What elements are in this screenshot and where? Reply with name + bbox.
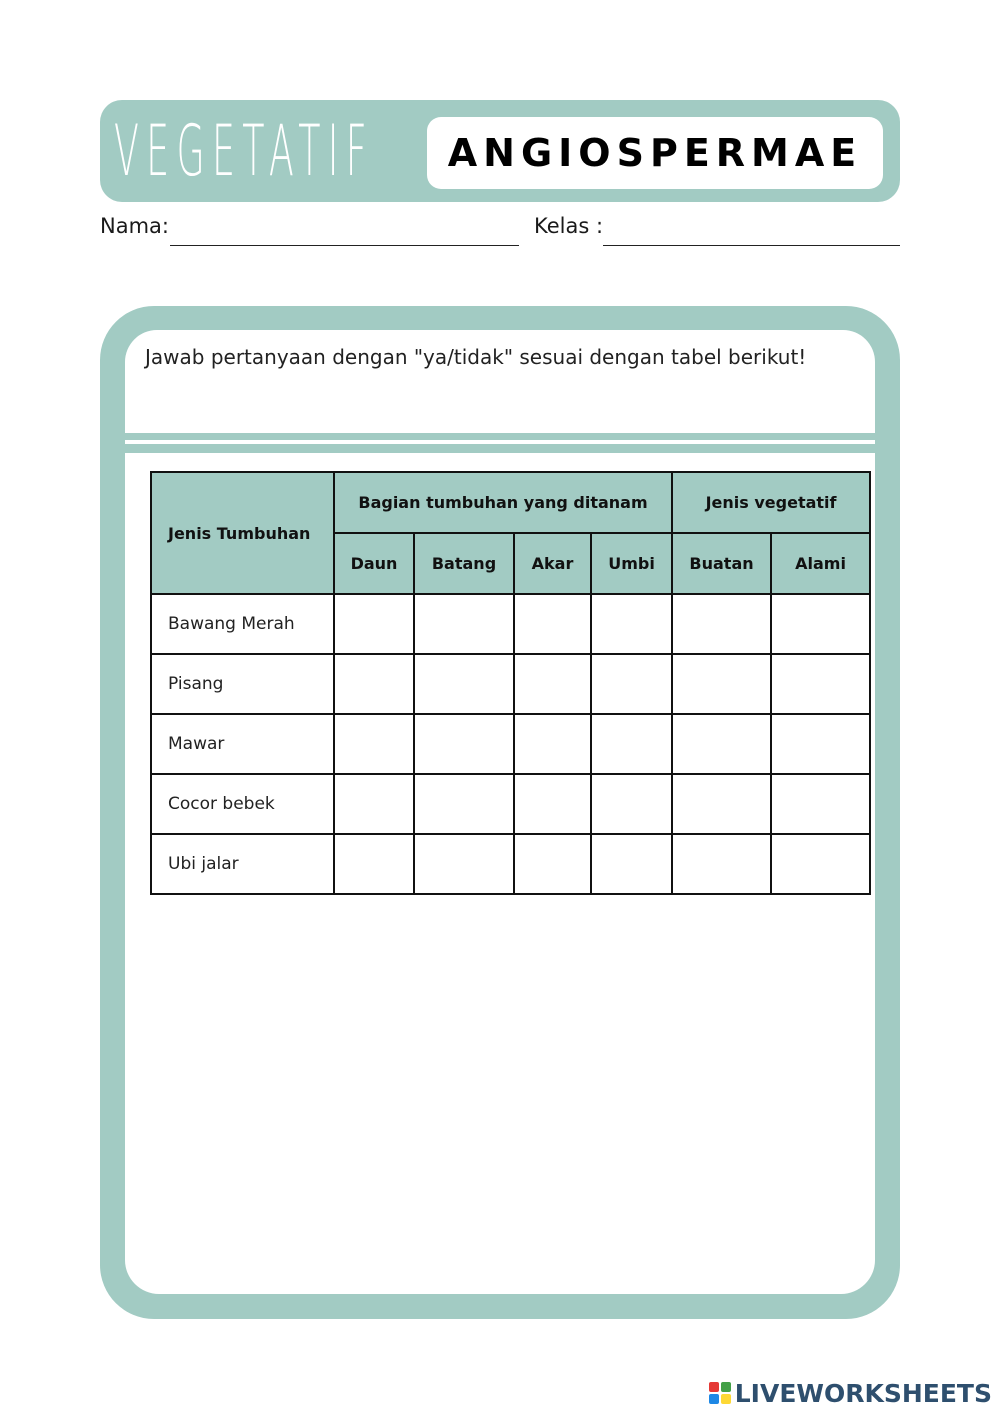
row-label: Cocor bebek <box>151 774 334 834</box>
answer-cell[interactable] <box>672 714 771 774</box>
answer-cell[interactable] <box>334 714 414 774</box>
title-angiospermae: ANGIOSPERMAE <box>447 131 863 175</box>
row-label: Pisang <box>151 654 334 714</box>
answer-cell[interactable] <box>591 834 672 894</box>
title-vegetatif: VEGETATIF <box>114 110 375 192</box>
answer-cell[interactable] <box>414 834 514 894</box>
answer-cell[interactable] <box>514 654 591 714</box>
answer-cell[interactable] <box>414 594 514 654</box>
vegetative-table <box>150 471 871 895</box>
name-label: Nama: <box>100 214 169 238</box>
answer-cell[interactable] <box>514 834 591 894</box>
answer-cell[interactable] <box>414 774 514 834</box>
instruction-text: Jawab pertanyaan dengan "ya/tidak" sesuai dengan tabel berikut! <box>145 345 807 369</box>
title-box <box>427 117 883 189</box>
answer-cell[interactable] <box>514 594 591 654</box>
header-umbi: Umbi <box>591 533 672 594</box>
header-buatan: Buatan <box>672 533 771 594</box>
answer-cell[interactable] <box>591 594 672 654</box>
brand-text: LIVEWORKSHEETS <box>734 1378 992 1408</box>
answer-cell[interactable] <box>334 594 414 654</box>
answer-cell[interactable] <box>771 654 870 714</box>
header-batang: Batang <box>414 533 514 594</box>
answer-cell[interactable] <box>672 834 771 894</box>
class-label: Kelas : <box>534 214 604 238</box>
header-akar: Akar <box>514 533 591 594</box>
answer-cell[interactable] <box>672 774 771 834</box>
row-label: Bawang Merah <box>151 594 334 654</box>
table-row <box>151 654 870 714</box>
answer-cell[interactable] <box>414 714 514 774</box>
answer-cell[interactable] <box>771 834 870 894</box>
answer-cell[interactable] <box>591 654 672 714</box>
header-alami: Alami <box>771 533 870 594</box>
answer-cell[interactable] <box>334 834 414 894</box>
answer-cell[interactable] <box>672 654 771 714</box>
answer-cell[interactable] <box>771 774 870 834</box>
answer-cell[interactable] <box>672 594 771 654</box>
header-jenis-vegetatif: Jenis vegetatif <box>672 472 870 533</box>
row-label: Mawar <box>151 714 334 774</box>
answer-cell[interactable] <box>591 774 672 834</box>
table-row <box>151 714 870 774</box>
answer-cell[interactable] <box>771 714 870 774</box>
answer-cell[interactable] <box>414 654 514 714</box>
liveworksheets-logo-icon <box>709 1382 731 1404</box>
answer-cell[interactable] <box>334 774 414 834</box>
header-bagian-tumbuhan: Bagian tumbuhan yang ditanam <box>334 472 672 533</box>
table-row <box>151 594 870 654</box>
answer-cell[interactable] <box>334 654 414 714</box>
name-input-line[interactable] <box>170 245 519 246</box>
liveworksheets-brand[interactable] <box>709 1377 992 1409</box>
answer-cell[interactable] <box>591 714 672 774</box>
answer-cell[interactable] <box>514 714 591 774</box>
instruction-panel <box>125 330 875 433</box>
table-row <box>151 774 870 834</box>
divider-stripe <box>125 440 875 444</box>
student-fields <box>0 214 1000 248</box>
header-jenis-tumbuhan: Jenis Tumbuhan <box>151 472 334 594</box>
row-label: Ubi jalar <box>151 834 334 894</box>
header-daun: Daun <box>334 533 414 594</box>
answer-cell[interactable] <box>514 774 591 834</box>
answer-cell[interactable] <box>771 594 870 654</box>
title-banner <box>100 100 900 202</box>
class-input-line[interactable] <box>603 245 900 246</box>
table-row <box>151 834 870 894</box>
